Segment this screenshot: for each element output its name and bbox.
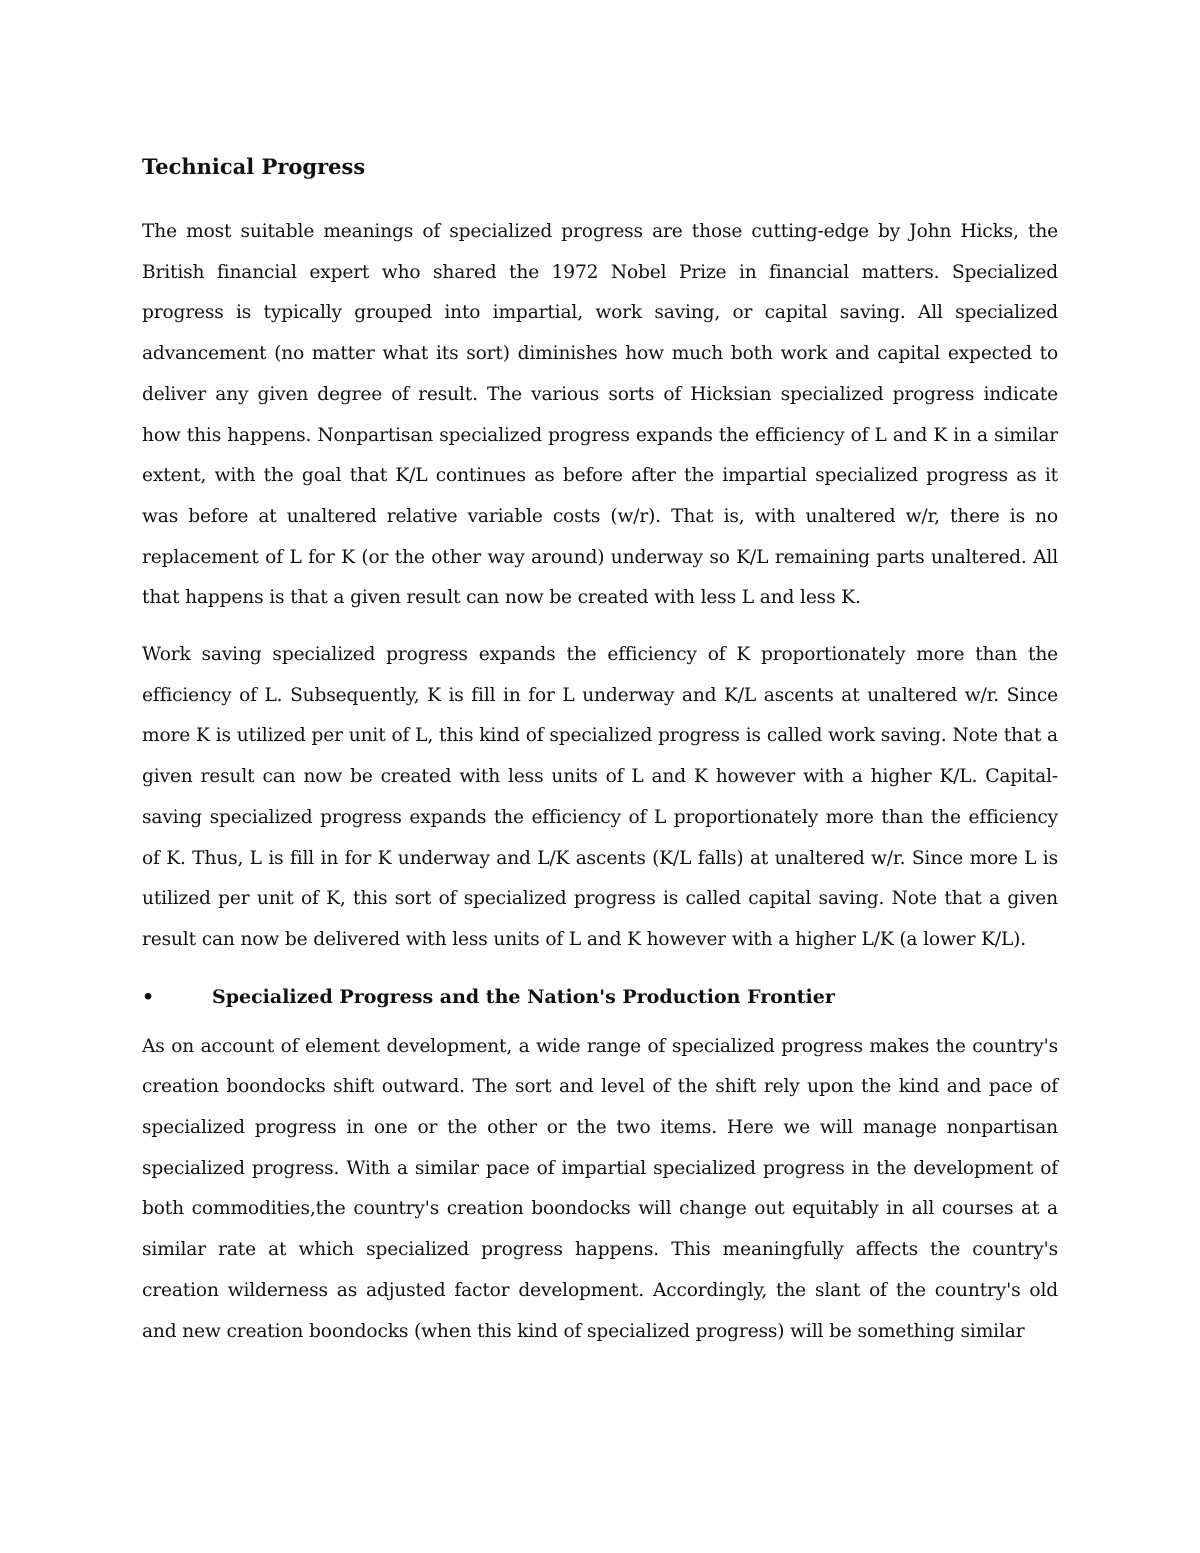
paragraph: The most suitable meanings of specialized progress are those cutting-edge by John Hicks, the British financial expert who shared the 1972 Nobel Prize in financial matters. Specialized progress is typically grouped into impartial, work saving, or capital saving. All specialized advancement (no matter what its sort) diminishes how much both work and capital expected to deliver any given degree of result. The various sorts of Hicksian specialized progress indicate how this happens. Nonpartisan specialized progress expands the efficiency of L and K in a similar extent, with the goal that K/L continues as before after the impartial specialized progress as it was before at unaltered relative variable costs (w/r). That is, with unaltered w/r, there is no replacement of L for K (or the other way around) underway so K/L remaining parts unaltered. All that happens is that a given result can now be created with less L and less K. <box>142 221 1058 609</box>
section-heading-text: Specialized Progress and the Nation's Production Frontier <box>212 985 835 1008</box>
bullet-icon: • <box>142 985 155 1008</box>
paragraph: As on account of element development, a wide range of specialized progress makes the country's creation boondocks shift outward. The sort and level of the shift rely upon the kind and pace of specialized progress in one or the other or the two items. Here we will manage nonpartisan specialized progress. With a similar pace of impartial specialized progress in the development of both commodities,the country's creation boondocks will change out equitably in all courses at a similar rate at which specialized progress happens. This meaningfully affects the country's creation wilderness as adjusted factor development. Accordingly, the slant of the country's old and new creation boondocks (when this kind of specialized progress) will be something similar <box>142 1035 1058 1342</box>
page-title: Technical Progress <box>142 154 366 179</box>
document-page <box>142 150 1058 1368</box>
section-heading <box>142 977 1058 1017</box>
paragraph: Work saving specialized progress expands the efficiency of K proportionately more than the efficiency of L. Subsequently, K is fill in for L underway and K/L ascents at unaltered w/r. Since more K is utilized per unit of L, this kind of specialized progress is called work saving. Note that a given result can now be created with less units of L and K however with a higher K/L. Capital-saving specialized progress expands the efficiency of L proportionately more than the efficiency of K. Thus, L is fill in for K underway and L/K ascents (K/L falls) at unaltered w/r. Since more L is utilized per unit of K, this sort of specialized progress is called capital saving. Note that a given result can now be delivered with less units of L and K however with a higher L/K (a lower K/L). <box>142 644 1058 950</box>
